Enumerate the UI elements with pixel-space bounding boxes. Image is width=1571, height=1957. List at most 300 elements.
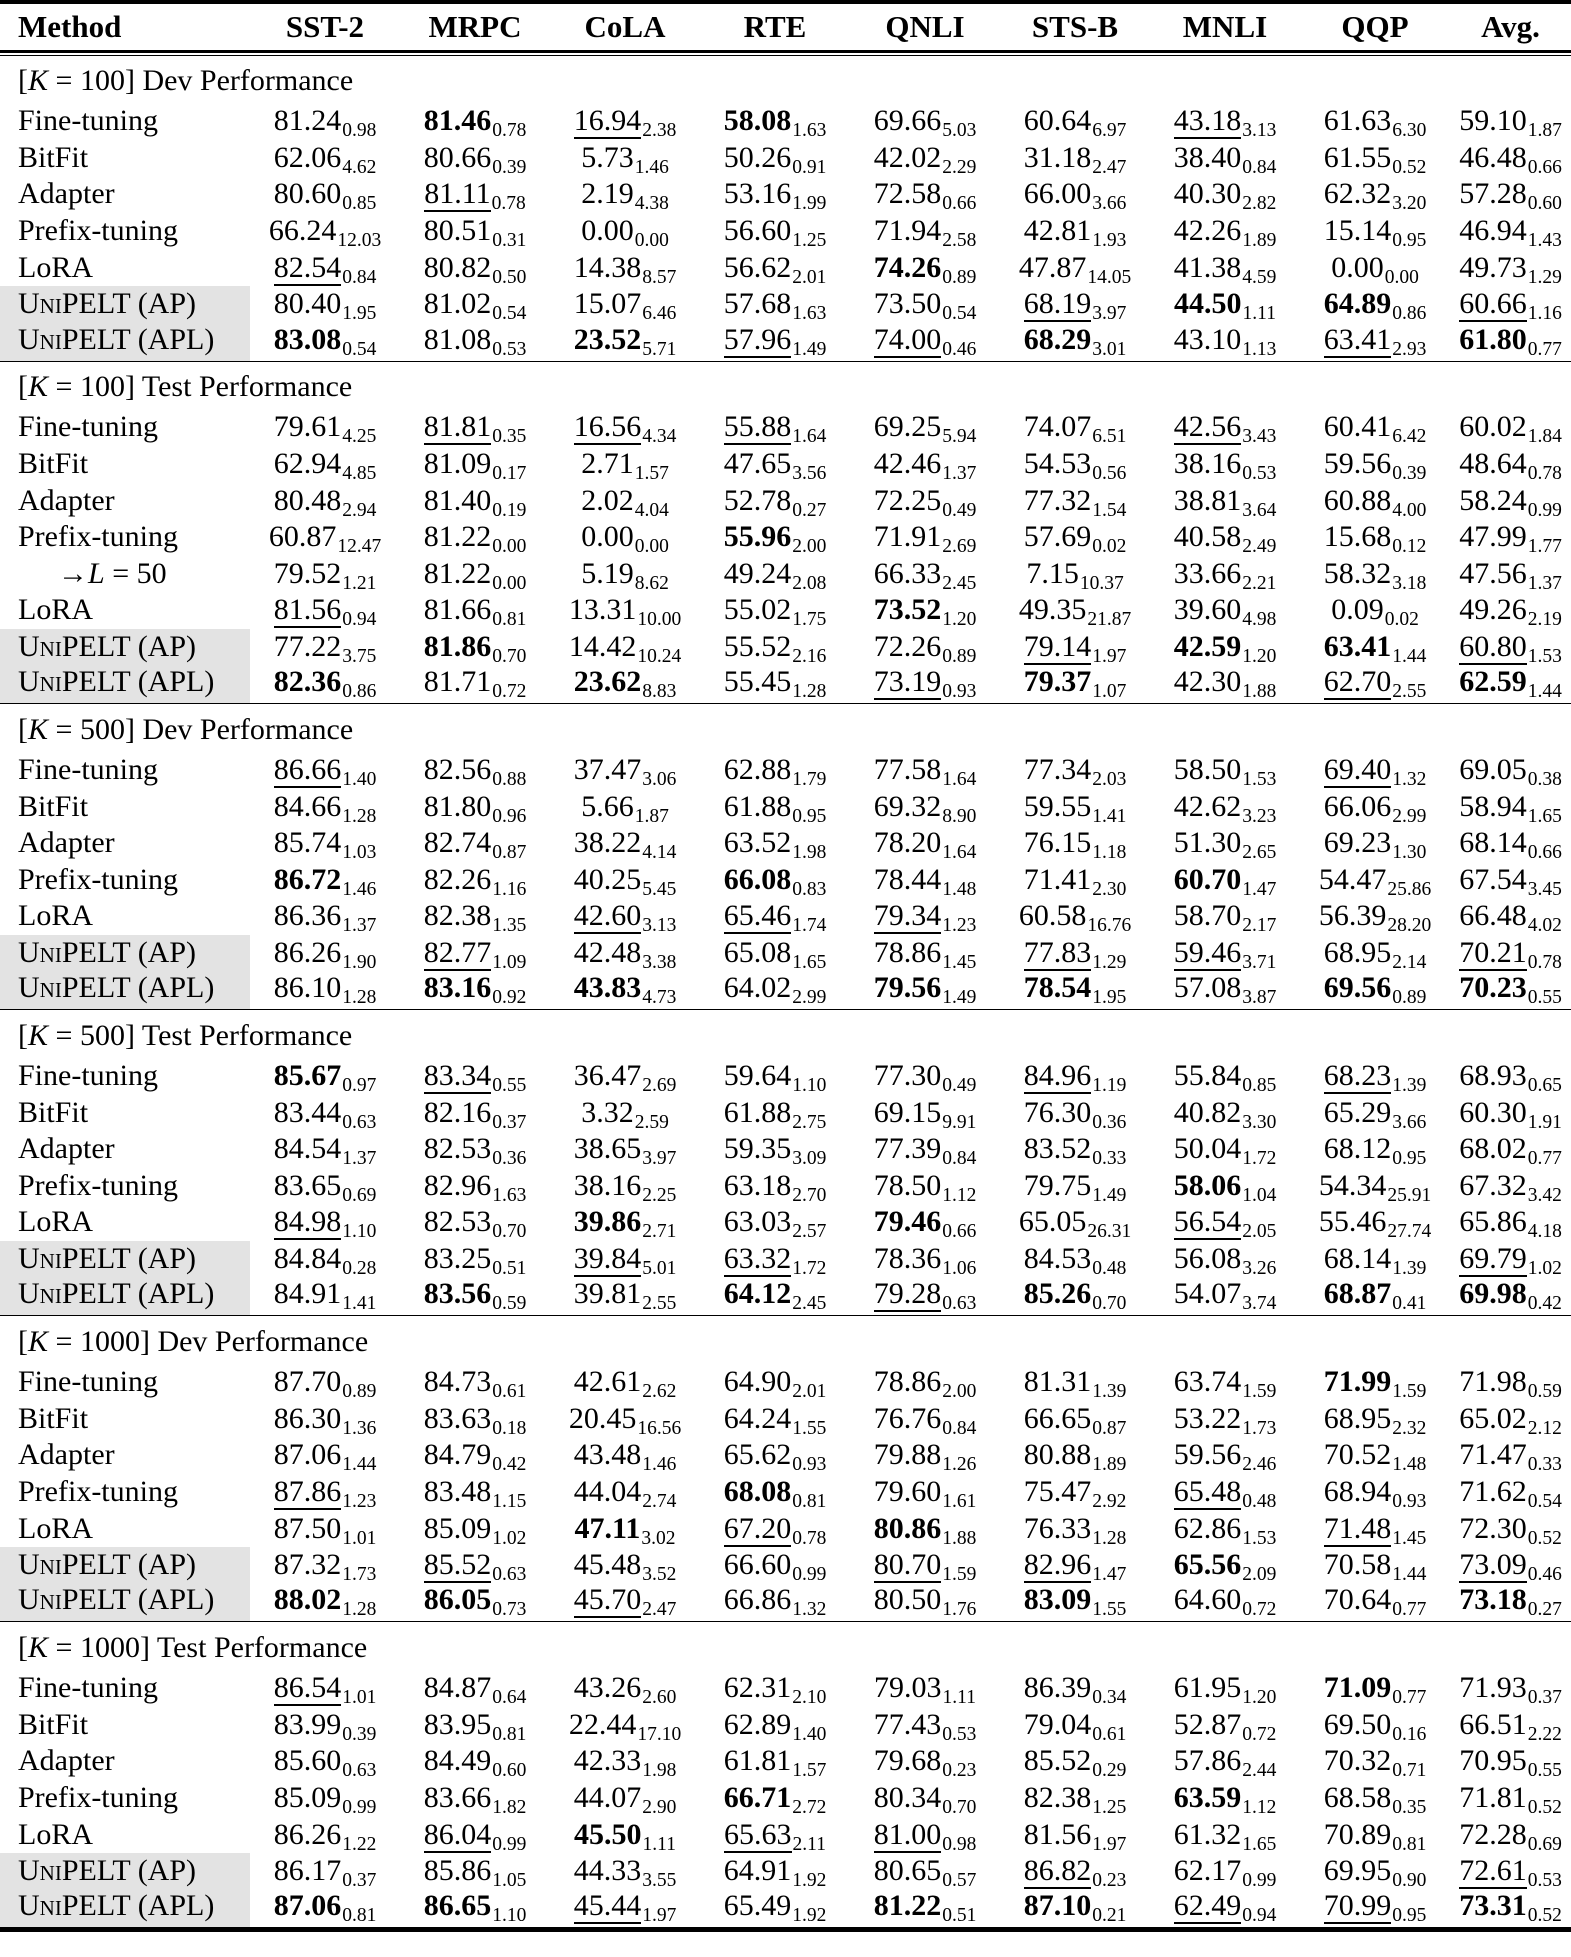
metric-cell xyxy=(1000,140,1150,177)
table-row xyxy=(0,1547,1571,1584)
metric-cell xyxy=(1450,1364,1571,1401)
metric-stddev: 3.13 xyxy=(642,915,677,937)
metric-stddev: 1.91 xyxy=(1527,1111,1562,1133)
metric-cell xyxy=(850,788,1000,825)
metric-cell xyxy=(1450,409,1571,446)
metric-value: 42.60 xyxy=(573,899,642,933)
metric-value: 59.56 xyxy=(1323,446,1392,480)
metric-cell xyxy=(850,1670,1000,1707)
metric-cell xyxy=(400,788,550,825)
metric-cell xyxy=(1000,249,1150,286)
metric-value: 83.95 xyxy=(423,1707,492,1741)
metric-value: 54.07 xyxy=(1173,1277,1242,1311)
metric-stddev: 0.84 xyxy=(342,266,377,288)
metric-cell xyxy=(250,592,400,629)
metric-stddev: 1.07 xyxy=(1092,681,1127,703)
metric-value: 73.52 xyxy=(873,593,942,627)
metric-value: 63.41 xyxy=(1323,629,1392,663)
metric-value: 83.99 xyxy=(273,1707,342,1741)
metric-value: 68.14 xyxy=(1323,1242,1392,1276)
method-name: Prefix-tuning xyxy=(18,214,178,248)
metric-stddev: 1.11 xyxy=(642,1833,676,1855)
metric-value: 77.39 xyxy=(873,1132,942,1166)
method-label xyxy=(0,935,250,972)
metric-cell xyxy=(850,592,1000,629)
metric-stddev: 1.37 xyxy=(342,915,377,937)
metric-value: 68.95 xyxy=(1323,935,1392,969)
metric-cell xyxy=(250,1816,400,1853)
metric-stddev: 0.88 xyxy=(492,769,527,791)
metric-stddev: 2.45 xyxy=(942,572,977,594)
metric-value: 44.07 xyxy=(573,1780,642,1814)
metric-cell xyxy=(850,1889,1000,1930)
metric-stddev: 1.44 xyxy=(1392,1564,1427,1586)
method-name: UniPELT (AP) xyxy=(18,1854,197,1888)
metric-value: 68.95 xyxy=(1323,1401,1392,1435)
metric-value: 82.36 xyxy=(273,665,342,699)
metric-stddev: 1.45 xyxy=(942,951,977,973)
metric-cell xyxy=(400,898,550,935)
metric-cell xyxy=(1300,935,1450,972)
metric-stddev: 1.16 xyxy=(492,878,527,900)
metric-cell xyxy=(550,176,700,213)
metric-cell xyxy=(400,1670,550,1707)
metric-stddev: 2.69 xyxy=(642,1075,677,1097)
metric-value: 71.81 xyxy=(1459,1780,1527,1814)
metric-value: 0.00 xyxy=(581,214,634,248)
metric-value: 81.22 xyxy=(873,1889,942,1923)
metric-cell xyxy=(250,1058,400,1095)
metric-stddev: 1.11 xyxy=(942,1687,976,1709)
metric-cell xyxy=(850,446,1000,483)
metric-stddev: 0.35 xyxy=(492,426,527,448)
metric-cell xyxy=(1300,482,1450,519)
section-title: [K = 100] Dev Performance xyxy=(18,64,354,98)
metric-value: 84.79 xyxy=(423,1438,492,1472)
metric-cell xyxy=(550,1364,700,1401)
metric-cell xyxy=(1300,1853,1450,1890)
metric-cell xyxy=(550,1058,700,1095)
section-k100-test-performance xyxy=(0,361,1571,704)
metric-value: 82.54 xyxy=(273,250,342,284)
metric-cell xyxy=(1150,446,1300,483)
table-row xyxy=(0,752,1571,789)
method-label xyxy=(0,213,250,250)
metric-cell xyxy=(1300,629,1450,666)
metric-cell xyxy=(1000,1131,1150,1168)
metric-cell xyxy=(1450,1131,1571,1168)
metric-value: 77.43 xyxy=(873,1707,942,1741)
metric-value: 20.45 xyxy=(568,1401,637,1435)
metric-stddev: 0.12 xyxy=(1392,536,1427,558)
metric-value: 64.24 xyxy=(723,1401,792,1435)
metric-value: 84.49 xyxy=(423,1744,492,1778)
metric-value: 65.05 xyxy=(1018,1205,1087,1239)
metric-stddev: 0.54 xyxy=(1527,1490,1562,1512)
metric-cell xyxy=(1450,1168,1571,1205)
method-label xyxy=(0,1058,250,1095)
metric-stddev: 2.05 xyxy=(1242,1221,1277,1243)
metric-stddev: 4.02 xyxy=(1527,915,1562,937)
metric-stddev: 0.37 xyxy=(492,1111,527,1133)
metric-cell xyxy=(550,1474,700,1511)
metric-stddev: 4.00 xyxy=(1392,499,1427,521)
metric-value: 83.48 xyxy=(423,1474,492,1508)
metric-value: 31.18 xyxy=(1023,140,1092,174)
metric-value: 70.32 xyxy=(1323,1744,1392,1778)
metric-value: 69.95 xyxy=(1323,1854,1392,1888)
metric-value: 86.54 xyxy=(273,1671,342,1705)
metric-stddev: 0.77 xyxy=(1392,1599,1427,1621)
metric-cell xyxy=(550,1437,700,1474)
metric-cell xyxy=(250,1241,400,1278)
method-name: BitFit xyxy=(18,1095,89,1129)
metric-cell xyxy=(1150,1743,1300,1780)
metric-stddev: 0.31 xyxy=(492,230,527,252)
metric-value: 54.47 xyxy=(1318,862,1387,896)
metric-value: 80.86 xyxy=(873,1511,942,1545)
table-row xyxy=(0,788,1571,825)
metric-cell xyxy=(1450,971,1571,1010)
method-label xyxy=(0,862,250,899)
metric-cell xyxy=(250,1583,400,1622)
metric-cell xyxy=(700,788,850,825)
metric-value: 68.19 xyxy=(1023,287,1092,321)
metric-stddev: 0.49 xyxy=(942,499,977,521)
metric-stddev: 0.60 xyxy=(1527,193,1562,215)
metric-cell xyxy=(250,1780,400,1817)
metric-cell xyxy=(1300,1437,1450,1474)
metric-cell xyxy=(700,286,850,323)
metric-value: 68.94 xyxy=(1323,1474,1392,1508)
metric-value: 64.12 xyxy=(723,1277,792,1311)
metric-stddev: 0.98 xyxy=(942,1833,977,1855)
metric-cell xyxy=(1150,1364,1300,1401)
metric-stddev: 0.70 xyxy=(492,1221,527,1243)
table-row xyxy=(0,971,1571,1010)
section-k1000-dev-performance xyxy=(0,1316,1571,1622)
metric-stddev: 2.16 xyxy=(792,645,827,667)
metric-value: 62.32 xyxy=(1323,177,1392,211)
metric-value: 83.25 xyxy=(423,1242,492,1276)
metric-stddev: 0.52 xyxy=(1527,1527,1562,1549)
metric-value: 62.86 xyxy=(1173,1511,1242,1545)
metric-value: 60.87 xyxy=(268,520,337,554)
metric-stddev: 0.16 xyxy=(1392,1723,1427,1745)
method-label xyxy=(0,665,250,704)
metric-value: 61.55 xyxy=(1323,140,1392,174)
metric-stddev: 1.47 xyxy=(1242,878,1277,900)
metric-cell xyxy=(400,1816,550,1853)
metric-cell xyxy=(1150,592,1300,629)
metric-value: 63.41 xyxy=(1323,322,1392,356)
metric-value: 38.16 xyxy=(573,1168,642,1202)
method-name: BitFit xyxy=(18,140,89,174)
metric-value: 56.54 xyxy=(1173,1205,1242,1239)
metric-value: 82.53 xyxy=(423,1132,492,1166)
table-row xyxy=(0,1510,1571,1547)
metric-stddev: 4.18 xyxy=(1527,1221,1562,1243)
metric-cell xyxy=(250,1204,400,1241)
metric-stddev: 2.60 xyxy=(642,1687,677,1709)
metric-stddev: 0.91 xyxy=(792,156,827,178)
metric-stddev: 2.49 xyxy=(1242,536,1277,558)
metric-stddev: 1.97 xyxy=(642,1905,677,1927)
metric-value: 84.98 xyxy=(273,1205,342,1239)
metric-value: 15.07 xyxy=(573,287,642,321)
metric-value: 81.08 xyxy=(423,322,492,356)
metric-cell xyxy=(1450,555,1571,592)
metric-cell xyxy=(700,1510,850,1547)
metric-cell xyxy=(700,1889,850,1930)
metric-stddev: 5.94 xyxy=(942,426,977,448)
metric-stddev: 0.49 xyxy=(942,1075,977,1097)
metric-stddev: 1.19 xyxy=(1092,1075,1127,1097)
section-title: [K = 100] Test Performance xyxy=(18,370,353,404)
metric-value: 66.06 xyxy=(1323,789,1392,823)
metric-value: 23.62 xyxy=(573,665,642,699)
table-header xyxy=(0,2,1571,55)
k-symbol: K xyxy=(28,370,49,404)
metric-stddev: 1.37 xyxy=(942,462,977,484)
metric-value: 68.23 xyxy=(1323,1059,1392,1093)
metric-value: 44.50 xyxy=(1174,287,1242,321)
metric-cell xyxy=(1450,1583,1571,1622)
metric-cell xyxy=(1450,935,1571,972)
metric-stddev: 1.36 xyxy=(342,1417,377,1439)
metric-value: 55.45 xyxy=(723,665,792,699)
metric-cell xyxy=(700,629,850,666)
metric-stddev: 2.12 xyxy=(1527,1417,1562,1439)
metric-cell xyxy=(1000,825,1150,862)
method-name: UniPELT (AP) xyxy=(18,1242,197,1276)
metric-value: 73.18 xyxy=(1459,1583,1527,1617)
metric-cell xyxy=(1000,1547,1150,1584)
metric-cell xyxy=(700,1364,850,1401)
metric-value: 77.32 xyxy=(1023,483,1092,517)
metric-stddev: 2.45 xyxy=(792,1293,827,1315)
metric-cell xyxy=(1000,1510,1150,1547)
metric-cell xyxy=(1300,862,1450,899)
metric-value: 47.99 xyxy=(1459,520,1527,554)
metric-value: 58.50 xyxy=(1173,753,1242,787)
metric-cell xyxy=(850,1816,1000,1853)
metric-stddev: 0.69 xyxy=(1527,1833,1562,1855)
metric-value: 38.22 xyxy=(573,826,642,860)
metric-value: 69.98 xyxy=(1459,1277,1527,1311)
metric-stddev: 0.85 xyxy=(342,193,377,215)
method-name: Fine-tuning xyxy=(18,1059,158,1093)
metric-value: 87.70 xyxy=(273,1365,342,1399)
metric-value: 86.17 xyxy=(273,1854,342,1888)
metric-stddev: 0.18 xyxy=(492,1417,527,1439)
metric-stddev: 1.37 xyxy=(342,1148,377,1170)
metric-stddev: 3.02 xyxy=(641,1527,676,1549)
metric-stddev: 10.37 xyxy=(1079,572,1124,594)
metric-stddev: 0.21 xyxy=(1092,1905,1127,1927)
metric-cell xyxy=(550,1131,700,1168)
metric-value: 81.09 xyxy=(423,446,492,480)
metric-value: 63.32 xyxy=(723,1242,792,1276)
metric-cell xyxy=(1150,176,1300,213)
method-label xyxy=(0,1364,250,1401)
metric-stddev: 0.46 xyxy=(1527,1564,1562,1586)
metric-cell xyxy=(1000,1364,1150,1401)
metric-cell xyxy=(1450,1400,1571,1437)
metric-stddev: 0.61 xyxy=(1092,1723,1127,1745)
metric-value: 87.06 xyxy=(273,1889,342,1923)
metric-cell xyxy=(1300,1241,1450,1278)
metric-cell xyxy=(850,482,1000,519)
metric-value: 85.52 xyxy=(423,1548,492,1582)
metric-value: 85.60 xyxy=(273,1744,342,1778)
metric-cell xyxy=(550,323,700,362)
metric-cell xyxy=(1150,629,1300,666)
metric-stddev: 1.65 xyxy=(792,951,827,973)
column-header-mrpc: MRPC xyxy=(428,8,522,44)
metric-cell xyxy=(700,213,850,250)
metric-stddev: 1.20 xyxy=(1242,1687,1277,1709)
table-row xyxy=(0,1058,1571,1095)
metric-stddev: 1.97 xyxy=(1092,1833,1127,1855)
metric-cell xyxy=(1000,592,1150,629)
metric-value: 47.11 xyxy=(574,1511,641,1545)
metric-stddev: 2.74 xyxy=(642,1490,677,1512)
method-name: UniPELT (AP) xyxy=(18,1548,197,1582)
metric-cell xyxy=(1150,249,1300,286)
method-label xyxy=(0,1853,250,1890)
metric-stddev: 0.34 xyxy=(1092,1687,1127,1709)
metric-value: 63.74 xyxy=(1173,1365,1242,1399)
metric-stddev: 1.39 xyxy=(1392,1258,1427,1280)
metric-cell xyxy=(250,1547,400,1584)
metric-cell xyxy=(250,140,400,177)
method-name: BitFit xyxy=(18,1401,89,1435)
metric-cell xyxy=(1000,1853,1150,1890)
metric-stddev: 0.00 xyxy=(492,536,527,558)
metric-stddev: 1.28 xyxy=(342,1599,377,1621)
metric-stddev: 3.74 xyxy=(1242,1293,1277,1315)
metric-stddev: 1.11 xyxy=(1242,303,1276,325)
metric-stddev: 1.64 xyxy=(792,426,827,448)
metric-cell xyxy=(550,1510,700,1547)
metric-value: 39.81 xyxy=(573,1277,642,1311)
metric-cell xyxy=(550,665,700,704)
metric-stddev: 1.64 xyxy=(942,769,977,791)
metric-stddev: 0.48 xyxy=(1092,1258,1127,1280)
metric-stddev: 4.25 xyxy=(342,426,377,448)
metric-value: 86.72 xyxy=(273,862,342,896)
metric-value: 0.09 xyxy=(1331,593,1384,627)
metric-cell xyxy=(250,788,400,825)
metric-value: 78.44 xyxy=(873,862,942,896)
metric-cell xyxy=(550,862,700,899)
metric-cell xyxy=(850,1474,1000,1511)
metric-cell xyxy=(400,519,550,556)
metric-cell xyxy=(1150,1816,1300,1853)
method-name: UniPELT (AP) xyxy=(18,629,197,663)
metric-cell xyxy=(1000,1743,1150,1780)
metric-cell xyxy=(1000,409,1150,446)
table-row xyxy=(0,825,1571,862)
metric-stddev: 21.87 xyxy=(1087,609,1132,631)
metric-value: 75.47 xyxy=(1023,1474,1092,1508)
metric-stddev: 2.08 xyxy=(792,572,827,594)
metric-cell xyxy=(1000,1474,1150,1511)
metric-stddev: 1.89 xyxy=(1092,1454,1127,1476)
metric-stddev: 1.30 xyxy=(1392,842,1427,864)
metric-stddev: 1.88 xyxy=(1242,681,1277,703)
metric-value: 80.88 xyxy=(1023,1438,1092,1472)
metric-value: 58.06 xyxy=(1173,1168,1242,1202)
metric-cell xyxy=(850,629,1000,666)
metric-cell xyxy=(550,482,700,519)
metric-value: 82.56 xyxy=(423,753,492,787)
metric-stddev: 4.98 xyxy=(1242,609,1277,631)
metric-cell xyxy=(1450,140,1571,177)
metric-cell xyxy=(250,825,400,862)
metric-cell xyxy=(400,482,550,519)
metric-stddev: 16.76 xyxy=(1087,915,1132,937)
metric-cell xyxy=(400,1474,550,1511)
metric-stddev: 1.97 xyxy=(1092,645,1127,667)
metric-stddev: 2.00 xyxy=(792,536,827,558)
metric-value: 14.38 xyxy=(573,250,642,284)
metric-value: 2.19 xyxy=(581,177,634,211)
metric-stddev: 1.29 xyxy=(1092,951,1127,973)
metric-stddev: 1.92 xyxy=(792,1870,827,1892)
metric-cell xyxy=(700,1583,850,1622)
metric-stddev: 2.72 xyxy=(792,1796,827,1818)
header-row xyxy=(0,2,1571,51)
metric-stddev: 3.06 xyxy=(642,769,677,791)
metric-stddev: 0.41 xyxy=(1392,1293,1427,1315)
metric-value: 39.84 xyxy=(573,1242,642,1276)
metric-value: 2.02 xyxy=(581,483,634,517)
metric-value: 81.02 xyxy=(423,287,492,321)
metric-cell xyxy=(850,103,1000,140)
metric-stddev: 0.23 xyxy=(1092,1870,1127,1892)
metric-stddev: 1.44 xyxy=(1527,681,1562,703)
metric-value: 61.81 xyxy=(723,1744,792,1778)
metric-value: 81.46 xyxy=(423,104,492,138)
metric-value: 55.88 xyxy=(723,410,792,444)
metric-stddev: 0.81 xyxy=(342,1905,377,1927)
metric-cell xyxy=(700,1241,850,1278)
metric-stddev: 6.46 xyxy=(642,303,677,325)
metric-cell xyxy=(1300,1058,1450,1095)
section-header xyxy=(0,361,1571,409)
metric-stddev: 0.63 xyxy=(342,1111,377,1133)
metric-cell xyxy=(250,409,400,446)
metric-cell xyxy=(850,1094,1000,1131)
metric-stddev: 1.49 xyxy=(1092,1184,1127,1206)
metric-value: 64.90 xyxy=(723,1365,792,1399)
metric-value: 42.62 xyxy=(1173,789,1242,823)
metric-value: 80.70 xyxy=(873,1548,942,1582)
metric-value: 81.56 xyxy=(273,593,342,627)
metric-stddev: 1.23 xyxy=(342,1490,377,1512)
metric-cell xyxy=(400,1277,550,1316)
metric-value: 62.49 xyxy=(1173,1889,1242,1923)
metric-stddev: 1.21 xyxy=(342,572,377,594)
metric-stddev: 10.24 xyxy=(637,645,682,667)
metric-cell xyxy=(1300,213,1450,250)
metric-cell xyxy=(1450,1094,1571,1131)
metric-value: 81.22 xyxy=(423,520,492,554)
metric-value: 38.81 xyxy=(1173,483,1242,517)
metric-cell xyxy=(700,1816,850,1853)
